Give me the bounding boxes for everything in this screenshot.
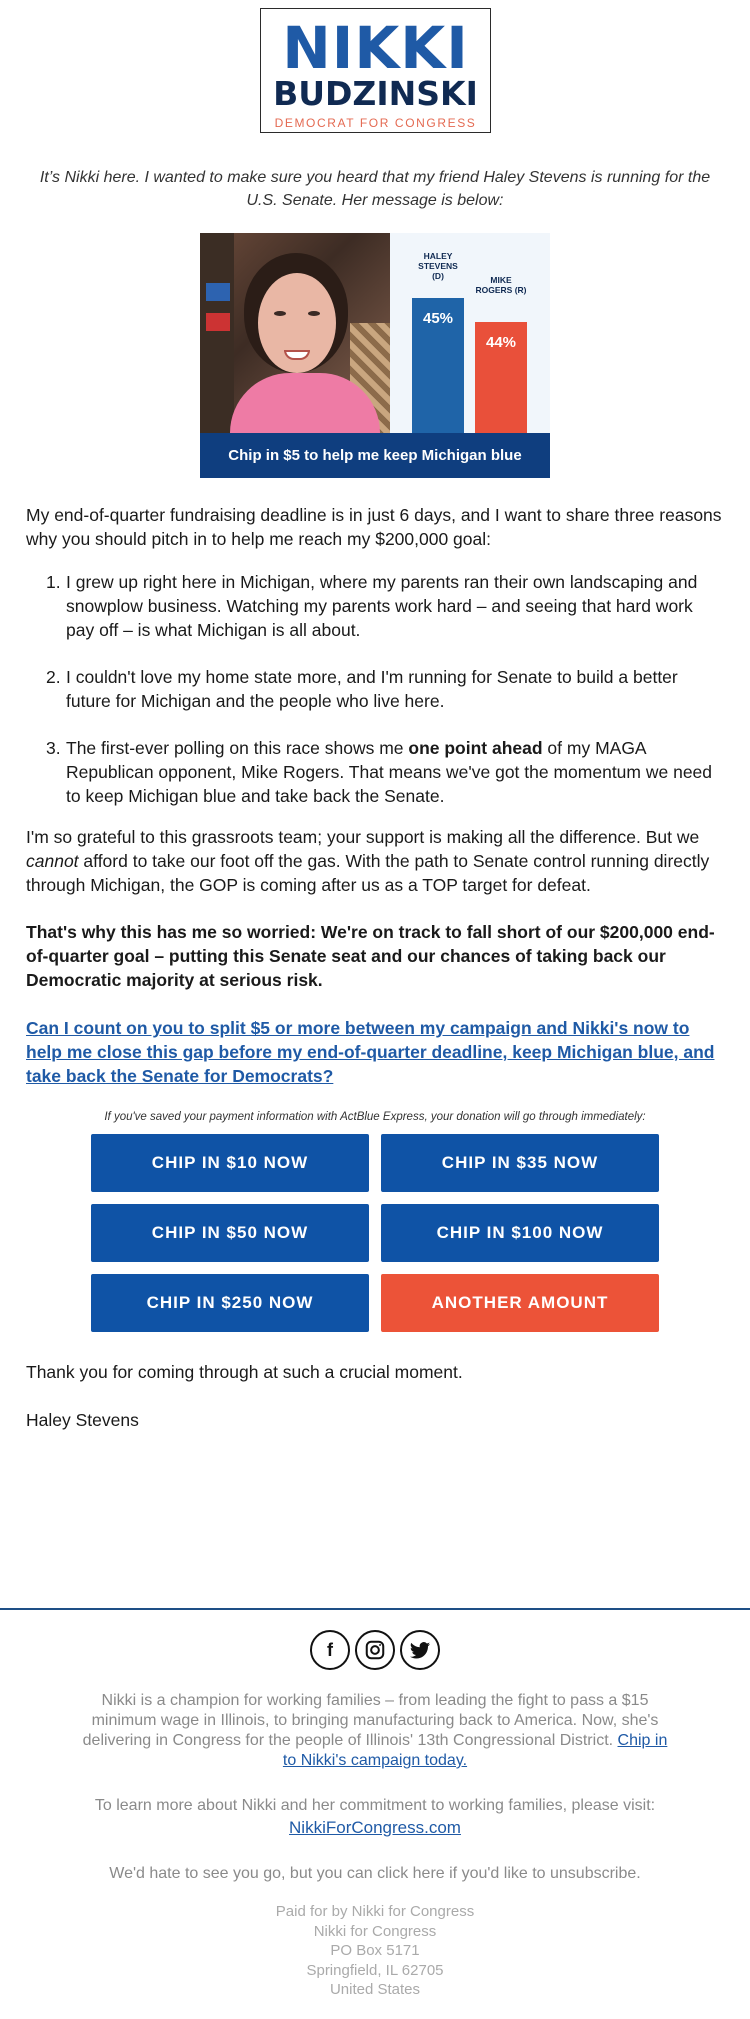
para2-post: afford to take our foot off the gas. With the path to Senate control running directly through Michigan, the GOP is coming after us as a TOP target for defeat.	[26, 851, 710, 895]
facebook-icon[interactable]: f	[310, 1630, 350, 1670]
hero-graphic[interactable]	[200, 233, 550, 478]
address-line: United States	[329, 1981, 421, 1998]
instagram-icon[interactable]	[355, 1630, 395, 1670]
list-text-post: of my MAGA Republican opponent, Mike Rogers. That means we've got the momentum we need to keep Michigan blue and take back the Senate.	[66, 738, 713, 806]
list-number: 1.	[46, 572, 61, 592]
footer-site-link[interactable]: NikkiForCongress.com	[289, 1818, 461, 1837]
list-item	[46, 736, 716, 808]
logo-first-name: NIKKI	[282, 14, 469, 82]
footer-chip-in-link[interactable]: Chip in to Nikki's campaign today.	[282, 1732, 668, 1769]
unsubscribe-link[interactable]: We'd hate to see you go, but you can click here if you'd like to unsubscribe.	[109, 1865, 641, 1882]
footer-about-text: Nikki is a champion for working families – from leading the fight to pass a $15 minimum wage in Illinois, to bringing manufacturing back to America. Now, she's delivering in Congress for the people of Illinois' 13th Congressional District.	[82, 1692, 659, 1749]
poll-label-republican: MIKE ROGERS (R)	[475, 275, 527, 295]
signature: Haley Stevens	[26, 1410, 139, 1430]
another-amount-button[interactable]: ANOTHER AMOUNT	[381, 1274, 659, 1332]
list-number: 2.	[46, 667, 61, 687]
chip-in-10-button[interactable]: CHIP IN $10 NOW	[91, 1134, 369, 1192]
para2-italic: cannot	[26, 851, 79, 871]
logo-tagline: DEMOCRAT FOR CONGRESS	[274, 116, 477, 130]
footer-address	[0, 1902, 750, 2000]
poll-bar-democrat: 45%	[412, 298, 464, 436]
footer-about	[80, 1691, 670, 1771]
campaign-logo	[260, 8, 491, 133]
address-line: PO Box 5171	[330, 1942, 420, 1959]
list-text-pre: The first-ever polling on this race shows me	[66, 738, 409, 758]
actblue-express-note: If you've saved your payment information with ActBlue Express, your donation will go through immediately:	[104, 1111, 646, 1123]
list-text: I couldn't love my home state more, and I'm running for Senate to build a better future for Michigan and the people who live here.	[66, 667, 678, 711]
twitter-icon[interactable]	[400, 1630, 440, 1670]
donate-ask-link[interactable]: Can I count on you to split $5 or more between my campaign and Nikki's now to help me close this gap before my end-of-quarter deadline, keep Michigan blue, and take back the Senate for Democrats?	[26, 1018, 715, 1086]
footer-divider	[0, 1608, 750, 1610]
list-number: 3.	[46, 738, 61, 758]
list-item	[46, 570, 716, 642]
poll-label-democrat: HALEY STEVENS (D)	[418, 251, 458, 281]
footer-learn-more	[80, 1796, 670, 1838]
address-line: Paid for by Nikki for Congress	[275, 1903, 475, 1920]
chip-in-50-button[interactable]: CHIP IN $50 NOW	[91, 1204, 369, 1262]
chip-in-35-button[interactable]: CHIP IN $35 NOW	[381, 1134, 659, 1192]
paragraph-deadline: My end-of-quarter fundraising deadline is in just 6 days, and I want to share three reasons why you should pitch in to help me reach my $200,000 goal:	[26, 505, 722, 549]
poll-bar-republican: 44%	[475, 322, 527, 436]
footer-learn-more-text: To learn more about Nikki and her commitment to working families, please visit:	[94, 1797, 656, 1814]
hero-banner[interactable]: Chip in $5 to help me keep Michigan blue	[200, 433, 550, 478]
chip-in-100-button[interactable]: CHIP IN $100 NOW	[381, 1204, 659, 1262]
intro-text: It’s Nikki here. I wanted to make sure you heard that my friend Haley Stevens is running for the U.S. Senate. Her message is below:	[39, 169, 711, 209]
list-text: I grew up right here in Michigan, where my parents ran their own landscaping and snowplow business. Watching my parents work hard – and seeing that hard work pay off – is what Michigan is all about.	[66, 572, 698, 640]
address-line: Springfield, IL 62705	[306, 1961, 444, 1979]
chip-in-250-button[interactable]: CHIP IN $250 NOW	[91, 1274, 369, 1332]
list-text-bold: one point ahead	[408, 738, 543, 758]
candidate-photo	[200, 233, 390, 436]
thank-you-text: Thank you for coming through at such a crucial moment.	[26, 1362, 463, 1382]
list-item	[46, 665, 716, 713]
address-line: Nikki for Congress	[313, 1922, 437, 1940]
paragraph-grateful	[26, 825, 724, 897]
paragraph-worried: That's why this has me so worried: We're on track to fall short of our $200,000 end-of-quarter goal – putting this Senate seat and our chances of taking back our Democratic majority at serious risk.	[26, 922, 715, 990]
logo-last-name: BUDZINSKI	[273, 74, 478, 113]
para2-pre: I'm so grateful to this grassroots team; your support is making all the difference. But we	[26, 827, 700, 847]
